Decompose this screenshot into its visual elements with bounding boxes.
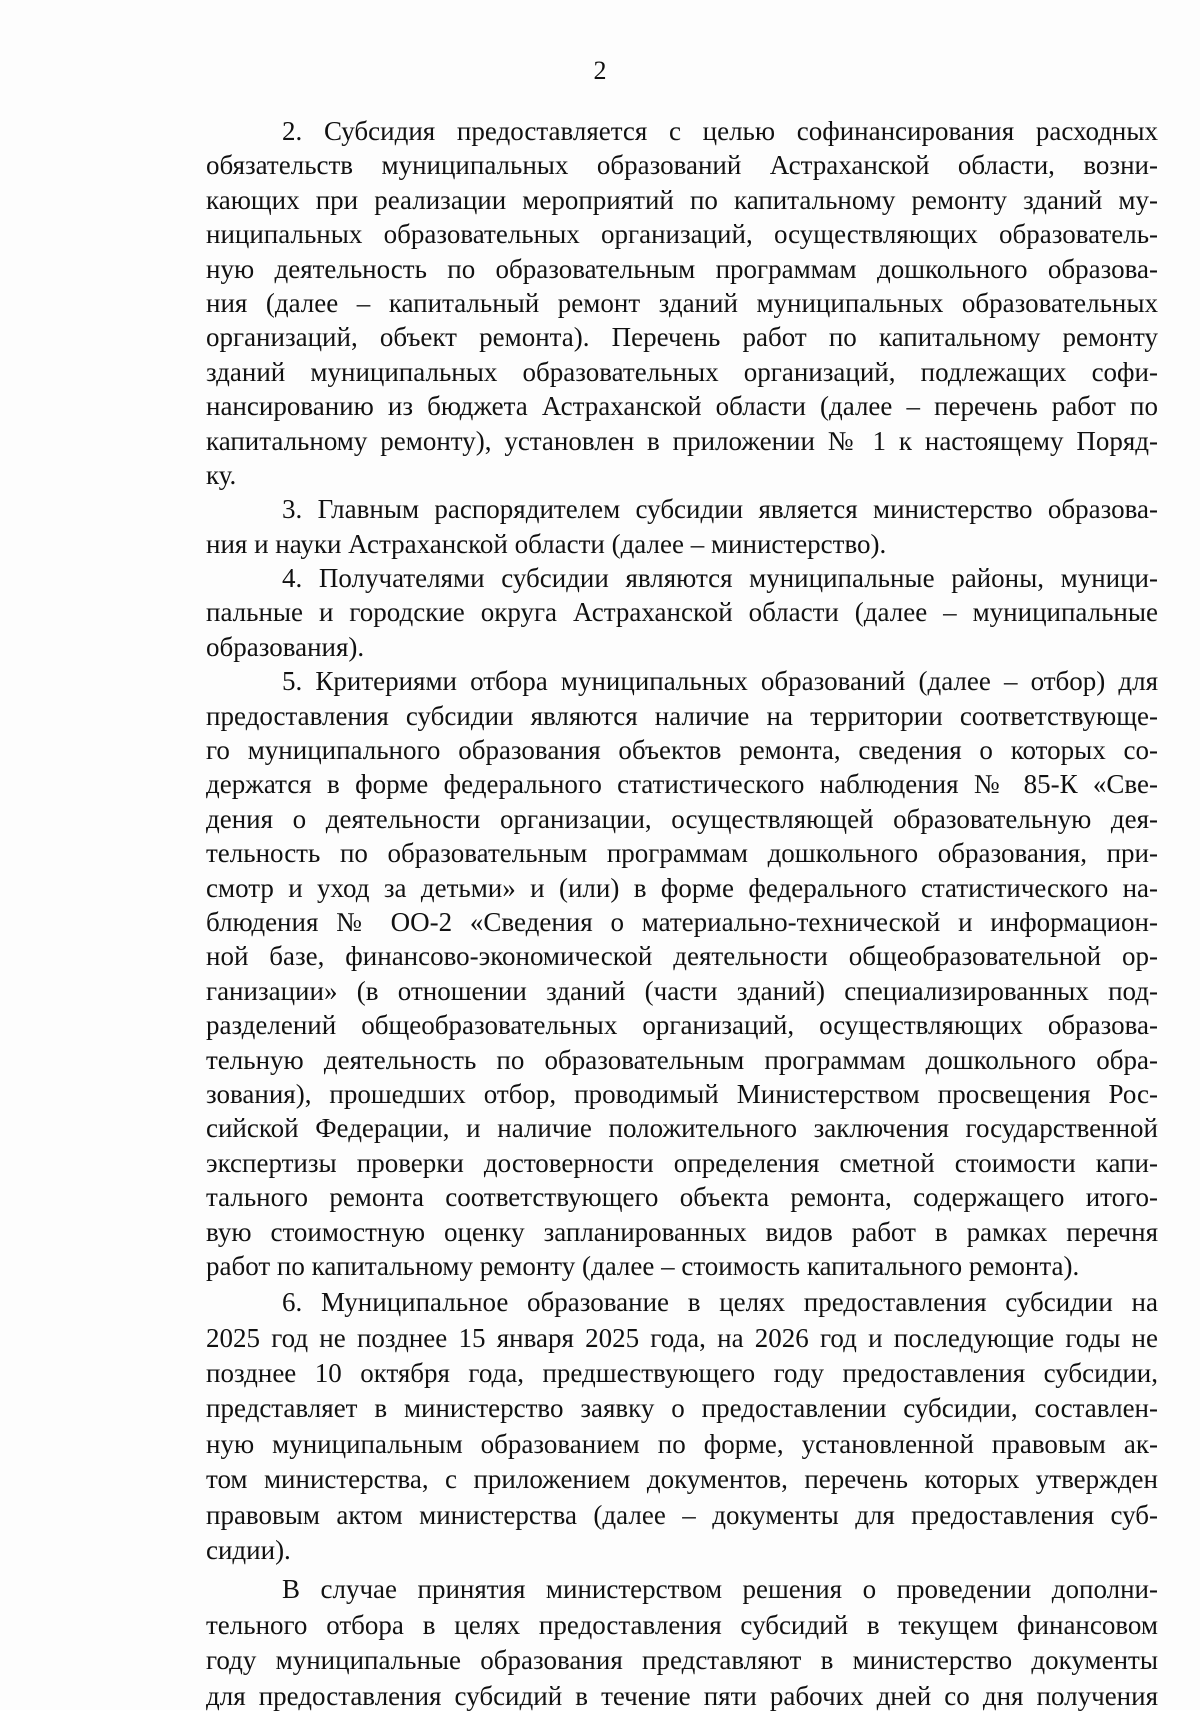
text-line: году муниципальные образования представляют в министерство документы: [206, 1645, 1158, 1676]
text-line: кающих при реализации мероприятий по капитальному ремонту зданий му-: [206, 184, 1158, 215]
text-line: ния и науки Астраханской области (далее – министерство).: [206, 528, 887, 559]
paragraph-6: [206, 1285, 1158, 1568]
text-line: сийской Федерации, и наличие положительного заключения государственной: [206, 1113, 1158, 1144]
text-line: 5. Критериями отбора муниципальных образований (далее – отбор) для: [282, 666, 1158, 697]
text-line: тального ремонта соответствующего объекта ремонта, содержащего итого-: [206, 1182, 1158, 1213]
paragraph-3: [206, 492, 1158, 561]
paragraph-6-continuation: [206, 1572, 1158, 1714]
text-line: 2. Субсидия предоставляется с целью софинансирования расходных: [282, 116, 1158, 146]
text-line: нансированию из бюджета Астраханской области (далее – перечень работ по: [206, 391, 1158, 422]
text-line: том министерства, с приложением документов, перечень которых утвержден: [206, 1464, 1158, 1495]
text-line: смотр и уход за детьми» и (или) в форме федерального статистического на-: [206, 872, 1158, 903]
text-line: для предоставления субсидий в течение пяти рабочих дней со дня получения: [206, 1680, 1158, 1711]
text-line: позднее 10 октября года, предшествующего году предоставления субсидии,: [206, 1358, 1158, 1389]
text-line: капитальному ремонту), установлен в приложении № 1 к настоящему Поряд-: [206, 425, 1158, 456]
text-line: блюдения № ОО-2 «Сведения о материально-технической и информацион-: [206, 906, 1158, 937]
text-line: ной базе, финансово-экономической деятельности общеобразовательной ор-: [206, 941, 1158, 972]
text-line: пальные и городские округа Астраханской области (далее – муниципальные: [206, 597, 1158, 628]
text-line: правовым актом министерства (далее – документы для предоставления суб-: [206, 1499, 1158, 1530]
text-line: образования).: [206, 631, 365, 662]
paragraph-2: [206, 114, 1158, 492]
text-line: 4. Получателями субсидии являются муниципальные районы, муници-: [282, 563, 1158, 594]
text-line: го муниципального образования объектов ремонта, сведения о которых со-: [206, 735, 1158, 766]
text-line: сидии).: [206, 1535, 291, 1566]
text-line: зования), прошедших отбор, проводимый Министерством просвещения Рос-: [206, 1078, 1158, 1109]
text-line: тельность по образовательным программам дошкольного образования, при-: [206, 838, 1158, 869]
paragraph-5: [206, 664, 1158, 1283]
text-line: тельную деятельность по образовательным программам дошкольного обра-: [206, 1044, 1158, 1075]
text-line: представляет в министерство заявку о предоставлении субсидии, составлен-: [206, 1393, 1158, 1424]
text-line: обязательств муниципальных образований Астраханской области, возни-: [206, 150, 1158, 181]
text-line: экспертизы проверки достоверности определения сметной стоимости капи-: [206, 1147, 1158, 1178]
page-number: 2: [593, 56, 607, 85]
text-line: держатся в форме федерального статистического наблюдения № 85-К «Све-: [206, 769, 1158, 800]
text-line: ную муниципальным образованием по форме, установленной правовым ак-: [206, 1428, 1158, 1459]
text-line: работ по капитальному ремонту (далее – стоимость капитального ремонта).: [206, 1250, 1080, 1281]
text-line: 3. Главным распорядителем субсидии является министерство образова-: [282, 494, 1158, 525]
text-line: ниципальных образовательных организаций, осуществляющих образователь-: [206, 219, 1158, 250]
document-body: [206, 114, 1158, 1714]
text-line: дения о деятельности организации, осуществляющей образовательную дея-: [206, 803, 1158, 834]
text-line: вую стоимостную оценку запланированных видов работ в рамках перечня: [206, 1216, 1158, 1247]
text-line: 2025 год не позднее 15 января 2025 года, на 2026 год и последующие годы не: [206, 1322, 1158, 1353]
text-line: ния (далее – капитальный ремонт зданий муниципальных образовательных: [206, 287, 1158, 318]
text-line: тельного отбора в целях предоставления субсидий в текущем финансовом: [206, 1609, 1158, 1640]
text-line: ганизации» (в отношении зданий (части зданий) специализированных под-: [206, 975, 1158, 1006]
text-line: разделений общеобразовательных организаций, осуществляющих образова-: [206, 1010, 1158, 1041]
text-line: ную деятельность по образовательным программам дошкольного образова-: [206, 253, 1158, 284]
text-line: 6. Муниципальное образование в целях предоставления субсидии на: [282, 1287, 1158, 1318]
text-line: В случае принятия министерством решения о проведении дополни-: [282, 1574, 1158, 1605]
text-line: организаций, объект ремонта). Перечень работ по капитальному ремонту: [206, 322, 1158, 353]
text-line: ку.: [206, 459, 237, 490]
paragraph-4: [206, 561, 1158, 664]
text-line: предоставления субсидии являются наличие на территории соответствующе-: [206, 700, 1158, 731]
text-line: зданий муниципальных образовательных организаций, подлежащих софи-: [206, 356, 1158, 387]
